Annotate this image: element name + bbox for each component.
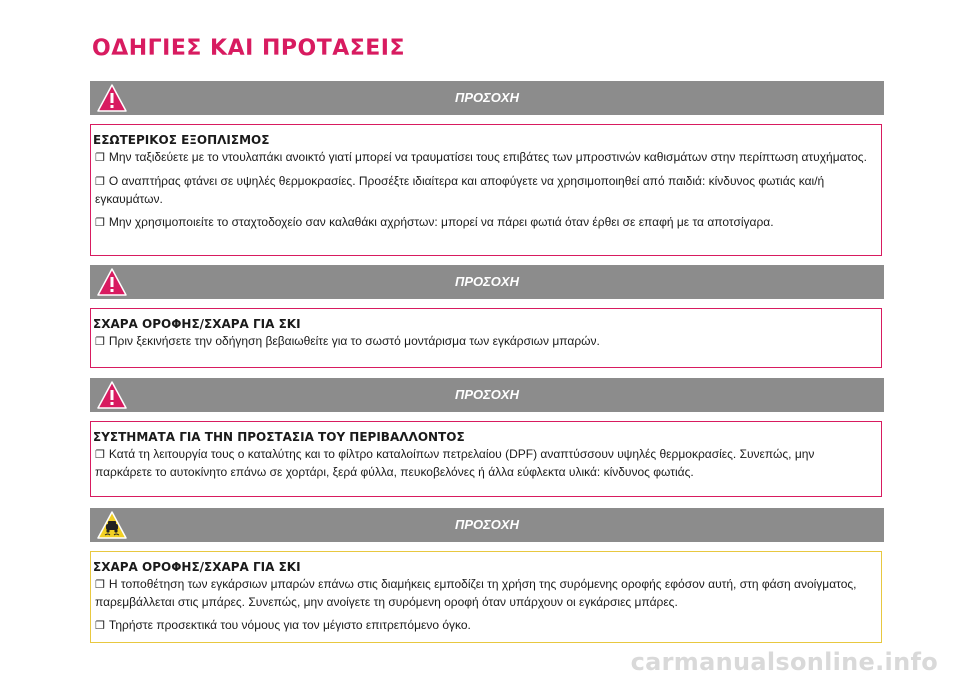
warning-bar-label: ΠΡΟΣΟΧΗ	[455, 517, 519, 532]
warning-box-3	[90, 421, 882, 497]
list-item: ❐ Πριν ξεκινήσετε την οδήγηση βεβαιωθείτε για το σωστό μοντάρισμα των εγκάρσιων μπαρών.	[93, 333, 869, 351]
warning-bar-4	[90, 508, 884, 542]
page-title: ΟΔΗΓΙΕΣ ΚΑΙ ΠΡΟΤΑΣΕΙΣ	[92, 36, 406, 61]
list-item: ❐ Τηρήστε προσεκτικά του νόμους για τον μέγιστο επιτρεπόμενο όγκο.	[93, 617, 869, 635]
checkbox-bullet-icon: ❐	[95, 336, 105, 348]
list-item: ❐ Η τοποθέτηση των εγκάρσιων μπαρών επάνω στις διαμήκεις εμποδίζει τη χρήση της συρόμενης οροφής εφόσον αυτή, στη φάση ανοίγματος, παρεμβάλλεται στις μπάρες. Συνεπώς, μην ανοίγετε τη συρόμενη οροφή όταν υπάρχουν οι εγκάρσιες μπάρες.	[95, 577, 857, 609]
checkbox-bullet-icon: ❐	[95, 449, 105, 461]
warning-bar-1	[90, 81, 884, 115]
list-item: ❐ Μην χρησιμοποιείτε το σταχτοδοχείο σαν καλαθάκι αχρήστων: μπορεί να πάρει φωτιά όταν έρθει σε επαφή με τα αποτσίγαρα.	[93, 214, 869, 232]
warning-box-4	[90, 551, 882, 643]
warning-bar-3	[90, 378, 884, 412]
list-item: ❐ Μην ταξιδεύετε με το ντουλαπάκι ανοικτό γιατί μπορεί να τραυματίσει τους επιβάτες των μπροστινών καθισμάτων στην περίπτωση ατυχήματος.	[93, 149, 869, 167]
warning-bar-2	[90, 265, 884, 299]
warning-bar-label: ΠΡΟΣΟΧΗ	[455, 274, 519, 289]
checkbox-bullet-icon: ❐	[95, 152, 105, 164]
checkbox-bullet-icon: ❐	[95, 579, 105, 591]
warning-bar-label: ΠΡΟΣΟΧΗ	[455, 90, 519, 105]
list-item: ❐ Ο αναπτήρας φτάνει σε υψηλές θερμοκρασίες. Προσέξτε ιδιαίτερα και αποφύγετε να χρησιμοποιηθεί από παιδιά: κίνδυνος φωτιάς και/ή εγκαυμάτων.	[95, 174, 825, 206]
list-item: ❐ Κατά τη λειτουργία τους ο καταλύτης και το φίλτρο καταλοίπων πετρελαίου (DPF) αναπτύσσουν υψηλές θερμοκρασίες. Συνεπώς, μην παρκάρετε το αυτοκίνητο επάνω σε χορτάρι, ξερά φύλλα, πευκοβελόνες ή άλλα εύφλεκτα υλικά: κίνδυνος φωτιάς.	[95, 447, 815, 479]
section-heading: ΕΣΩΤΕΡΙΚΟΣ ΕΞΟΠΛΙΣΜΟΣ	[93, 133, 270, 147]
warning-bar-label: ΠΡΟΣΟΧΗ	[455, 387, 519, 402]
watermark: carmanualsonline.info	[630, 648, 938, 676]
warning-box-1	[90, 124, 882, 256]
section-heading: ΣΧΑΡΑ ΟΡΟΦΗΣ/ΣΧΑΡΑ ΓΙΑ ΣΚΙ	[93, 317, 301, 331]
checkbox-bullet-icon: ❐	[95, 176, 105, 188]
checkbox-bullet-icon: ❐	[95, 217, 105, 229]
warning-box-2	[90, 308, 882, 368]
checkbox-bullet-icon: ❐	[95, 620, 105, 632]
section-heading: ΣΧΑΡΑ ΟΡΟΦΗΣ/ΣΧΑΡΑ ΓΙΑ ΣΚΙ	[93, 560, 301, 574]
section-heading: ΣΥΣΤΗΜΑΤΑ ΓΙΑ ΤΗΝ ΠΡΟΣΤΑΣΙΑ ΤΟΥ ΠΕΡΙΒΑΛΛΟΝΤΟΣ	[93, 430, 465, 444]
